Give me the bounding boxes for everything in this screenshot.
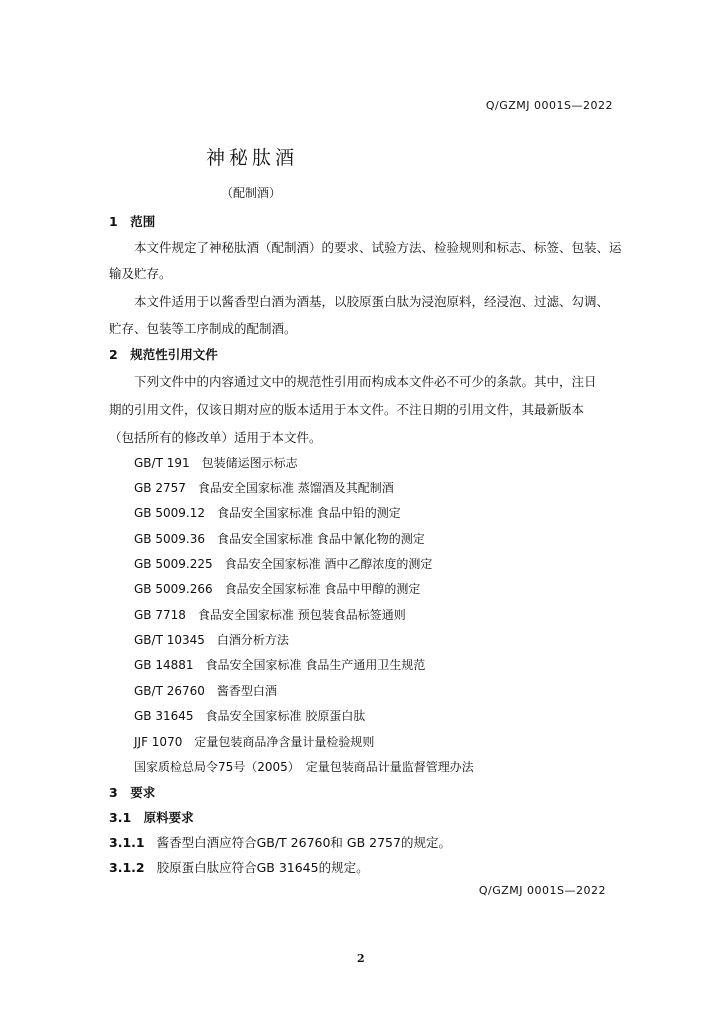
reference-item: GB 14881 食品安全国家标准 食品生产通用卫生规范 — [134, 658, 426, 672]
section-1-paragraph-2-line-2: 贮存、包装等工序制成的配制酒。 — [109, 321, 297, 336]
reference-item: JJF 1070 定量包装商品净含量计量检验规则 — [134, 735, 375, 749]
clause-3-1-2 — [109, 858, 369, 876]
section-1-paragraph-1-line-2: 输及贮存。 — [109, 266, 172, 281]
reference-item: GB 5009.36 食品安全国家标准 食品中氰化物的测定 — [134, 532, 425, 546]
reference-item: GB/T 26760 酱香型白酒 — [134, 684, 277, 698]
section-2-paragraph-line-2: 期的引用文件，仅该日期对应的版本适用于本文件。不注日期的引用文件，其最新版本 — [109, 402, 585, 417]
reference-item: GB/T 191 包装储运图示标志 — [134, 456, 298, 470]
reference-item: GB/T 10345 白酒分析方法 — [134, 633, 289, 647]
clause-text: 胶原蛋白肽应符合GB 31645的规定。 — [156, 860, 369, 875]
clause-number: 3.1.2 — [109, 860, 145, 875]
clause-3-1-1 — [109, 833, 451, 851]
reference-item: GB 2757 食品安全国家标准 蒸馏酒及其配制酒 — [134, 481, 394, 495]
section-3-heading: 3 要求 — [109, 785, 156, 800]
section-3-1-heading: 3.1 原料要求 — [109, 810, 194, 825]
section-1-paragraph-1-line-1: 本文件规定了神秘肽酒（配制酒）的要求、试验方法、检验规则和标志、标签、包装、运 — [134, 240, 622, 255]
clause-text: 酱香型白酒应符合GB/T 26760和 GB 2757的规定。 — [156, 835, 451, 850]
section-2-paragraph-line-1: 下列文件中的内容通过文中的规范性引用而构成本文件必不可少的条款。其中，注日 — [134, 374, 597, 389]
reference-item: GB 5009.12 食品安全国家标准 食品中铅的测定 — [134, 506, 401, 520]
reference-item: GB 7718 食品安全国家标准 预包装食品标签通则 — [134, 608, 406, 622]
section-2-paragraph-line-3: （包括所有的修改单）适用于本文件。 — [109, 430, 322, 445]
section-2-heading: 2 规范性引用文件 — [109, 347, 218, 362]
reference-item: GB 31645 食品安全国家标准 胶原蛋白肽 — [134, 709, 366, 723]
page-number: 2 — [357, 952, 365, 965]
section-1-paragraph-2-line-1: 本文件适用于以酱香型白酒为酒基，以胶原蛋白肽为浸泡原料，经浸泡、过滤、勾调、 — [134, 294, 610, 309]
footer-standard-code: Q/GZMJ 0001S—2022 — [478, 884, 606, 897]
reference-item: GB 5009.225 食品安全国家标准 酒中乙醇浓度的测定 — [134, 557, 433, 571]
clause-number: 3.1.1 — [109, 835, 145, 850]
document-title: 神秘肽酒 — [206, 147, 299, 169]
header-standard-code: Q/GZMJ 0001S—2022 — [485, 99, 613, 112]
section-1-heading: 1 范围 — [109, 214, 156, 229]
reference-item: 国家质检总局令75号（2005） 定量包装商品计量监督管理办法 — [134, 760, 474, 774]
document-subtitle: （配制酒） — [221, 186, 282, 200]
reference-item: GB 5009.266 食品安全国家标准 食品中甲醇的测定 — [134, 582, 421, 596]
